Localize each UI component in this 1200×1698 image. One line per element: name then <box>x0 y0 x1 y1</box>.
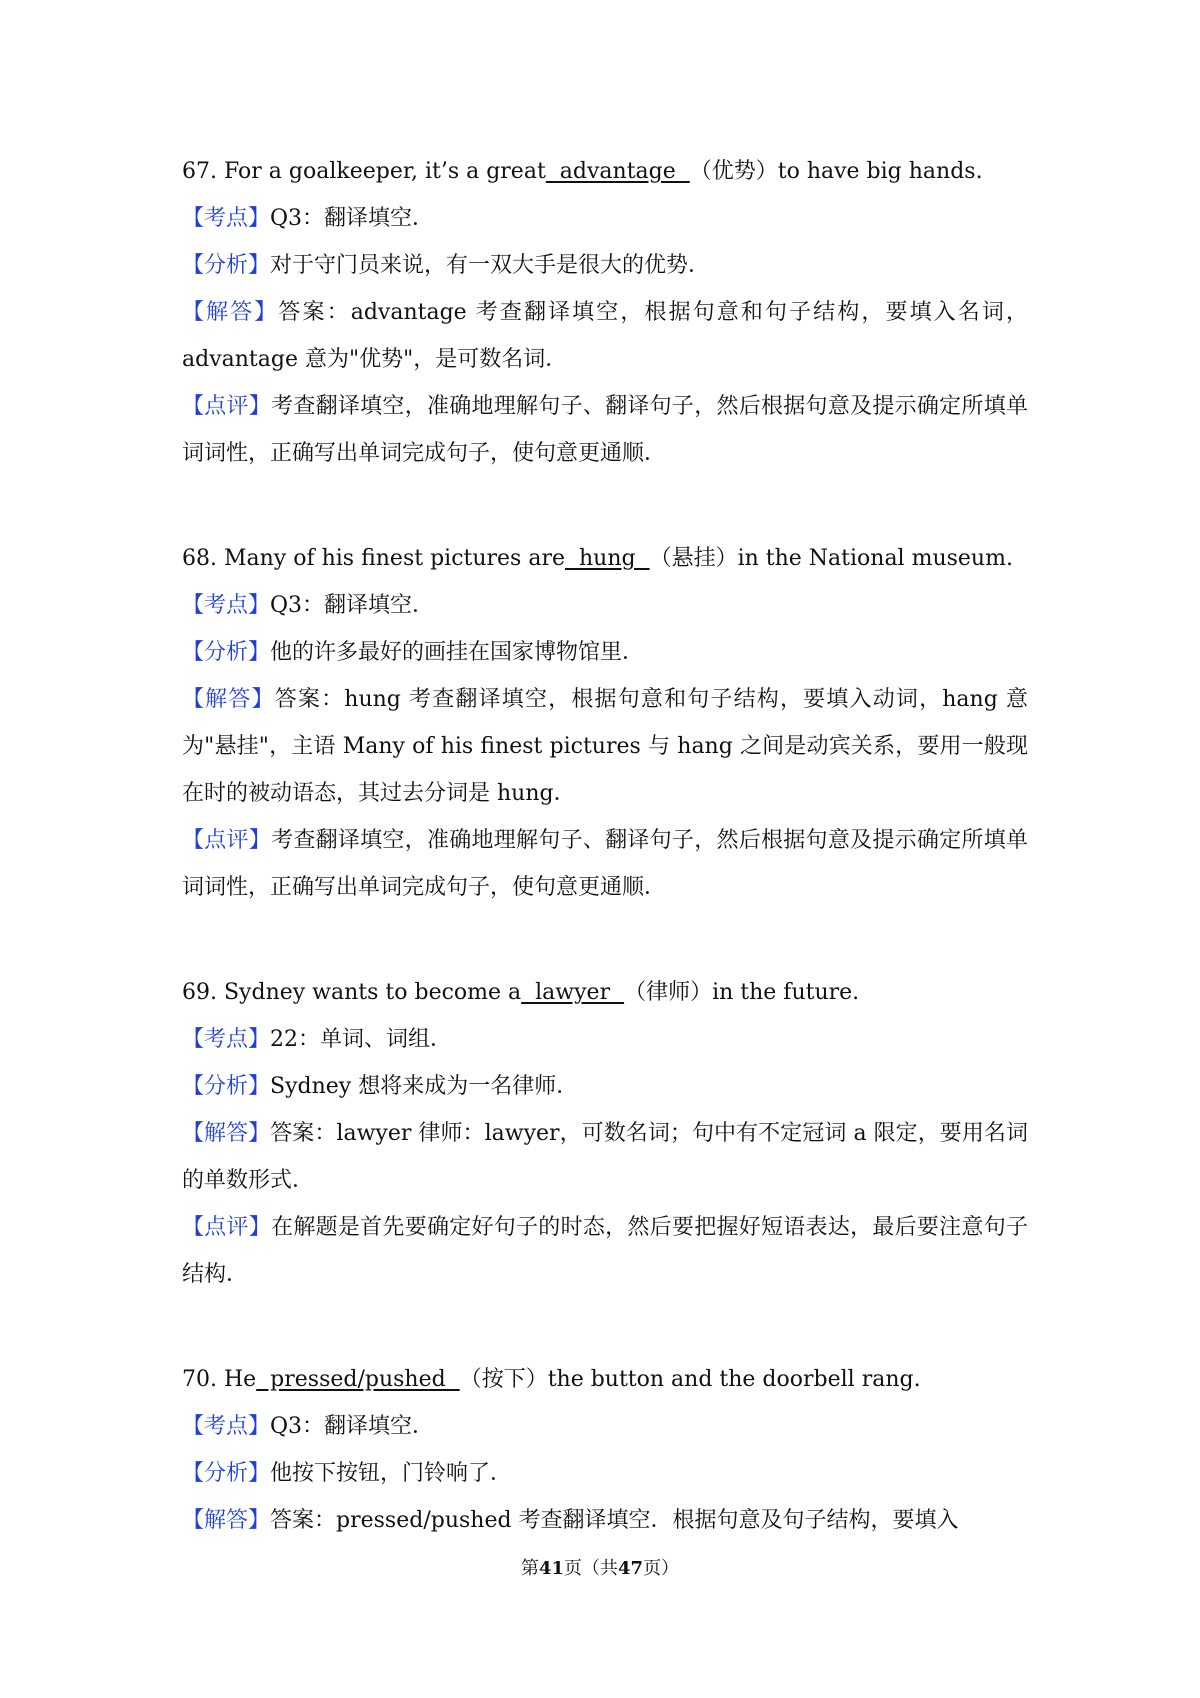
question-stem <box>182 1356 1028 1403</box>
kaodian-tag: 【考点】 <box>182 1414 271 1439</box>
dianping-row <box>182 817 1028 911</box>
stem-after: （按下）the button and the doorbell rang. <box>459 1367 921 1392</box>
fenxi-tag: 【分析】 <box>182 253 271 278</box>
fenxi-row <box>182 1450 1028 1497</box>
page-footer <box>0 1557 1200 1581</box>
question-69 <box>182 969 1028 1298</box>
dianping-tag: 【点评】 <box>182 828 272 853</box>
answer-blank: advantage <box>545 159 690 184</box>
fenxi-tag: 【分析】 <box>182 1461 271 1486</box>
footer-total-pages: 47 <box>618 1558 644 1579</box>
jieda-tag: 【解答】 <box>182 1508 271 1533</box>
kaodian-row <box>182 195 1028 242</box>
dianping-row <box>182 1204 1028 1298</box>
answer-blank: hung <box>565 546 650 571</box>
jieda-text: 答案：advantage 考查翻译填空，根据句意和句子结构，要填入名词，advantage 意为"优势"，是可数名词． <box>182 300 1028 372</box>
page-content <box>182 148 1028 1602</box>
stem-before: 68. Many of his finest pictures are <box>182 546 565 571</box>
kaodian-tag: 【考点】 <box>182 1027 271 1052</box>
question-stem <box>182 148 1028 195</box>
jieda-tag: 【解答】 <box>182 300 279 325</box>
answer-blank: pressed/pushed <box>256 1367 460 1392</box>
kaodian-row <box>182 1403 1028 1450</box>
jieda-text: 答案：hung 考查翻译填空，根据句意和句子结构，要填入动词，hang 意为"悬挂"，主语 Many of his finest pictures 与 hang 之间是动宾关系，要用一般现在时的被动语态，其过去分词是 hung． <box>182 687 1028 806</box>
dianping-tag: 【点评】 <box>182 394 272 419</box>
fenxi-row <box>182 629 1028 676</box>
kaodian-row <box>182 582 1028 629</box>
jieda-row <box>182 1110 1028 1204</box>
footer-suffix: 页） <box>643 1558 680 1579</box>
footer-page-number: 41 <box>538 1558 564 1579</box>
fenxi-text: 对于守门员来说，有一双大手是很大的优势． <box>270 253 711 278</box>
fenxi-text: 他按下按钮，门铃响了． <box>270 1461 513 1486</box>
answer-blank: lawyer <box>521 980 625 1005</box>
fenxi-tag: 【分析】 <box>182 1074 271 1099</box>
stem-after: （优势）to have big hands. <box>689 159 983 184</box>
jieda-row <box>182 289 1028 383</box>
question-70 <box>182 1356 1028 1544</box>
jieda-row <box>182 1497 1028 1544</box>
question-stem <box>182 969 1028 1016</box>
dianping-text: 考查翻译填空，准确地理解句子、翻译句子，然后根据句意及提示确定所填单词词性，正确写出单词完成句子，使句意更通顺． <box>182 828 1028 900</box>
kaodian-row <box>182 1016 1028 1063</box>
stem-after: （律师）in the future. <box>624 980 860 1005</box>
footer-middle: 页（共 <box>564 1558 618 1579</box>
jieda-tag: 【解答】 <box>182 1121 271 1146</box>
kaodian-text: 22：单词、词组． <box>270 1027 453 1052</box>
kaodian-tag: 【考点】 <box>182 593 271 618</box>
kaodian-tag: 【考点】 <box>182 206 271 231</box>
dianping-text: 在解题是首先要确定好句子的时态，然后要把握好短语表达，最后要注意句子结构． <box>182 1215 1028 1287</box>
fenxi-text: Sydney 想将来成为一名律师． <box>270 1074 579 1099</box>
fenxi-row <box>182 242 1028 289</box>
dianping-row <box>182 383 1028 477</box>
stem-before: 69. Sydney wants to become a <box>182 980 522 1005</box>
dianping-text: 考查翻译填空，准确地理解句子、翻译句子，然后根据句意及提示确定所填单词词性，正确写出单词完成句子，使句意更通顺． <box>182 394 1028 466</box>
fenxi-text: 他的许多最好的画挂在国家博物馆里． <box>270 640 645 665</box>
stem-before: 67. For a goalkeeper, it’s a great <box>182 159 546 184</box>
jieda-tag: 【解答】 <box>182 687 275 712</box>
fenxi-tag: 【分析】 <box>182 640 271 665</box>
stem-before: 70. He <box>182 1367 257 1392</box>
question-67 <box>182 148 1028 477</box>
question-68 <box>182 535 1028 911</box>
kaodian-text: Q3：翻译填空． <box>270 593 435 618</box>
kaodian-text: Q3：翻译填空． <box>270 206 435 231</box>
fenxi-row <box>182 1063 1028 1110</box>
jieda-text: 答案：pressed/pushed 考查翻译填空．根据句意及句子结构，要填入 <box>270 1508 959 1533</box>
jieda-row <box>182 676 1028 817</box>
kaodian-text: Q3：翻译填空． <box>270 1414 435 1439</box>
footer-prefix: 第 <box>520 1558 539 1579</box>
jieda-text: 答案：lawyer 律师：lawyer，可数名词；句中有不定冠词 a 限定，要用名词的单数形式． <box>182 1121 1028 1193</box>
dianping-tag: 【点评】 <box>182 1215 272 1240</box>
stem-after: （悬挂）in the National museum. <box>649 546 1013 571</box>
question-stem <box>182 535 1028 582</box>
